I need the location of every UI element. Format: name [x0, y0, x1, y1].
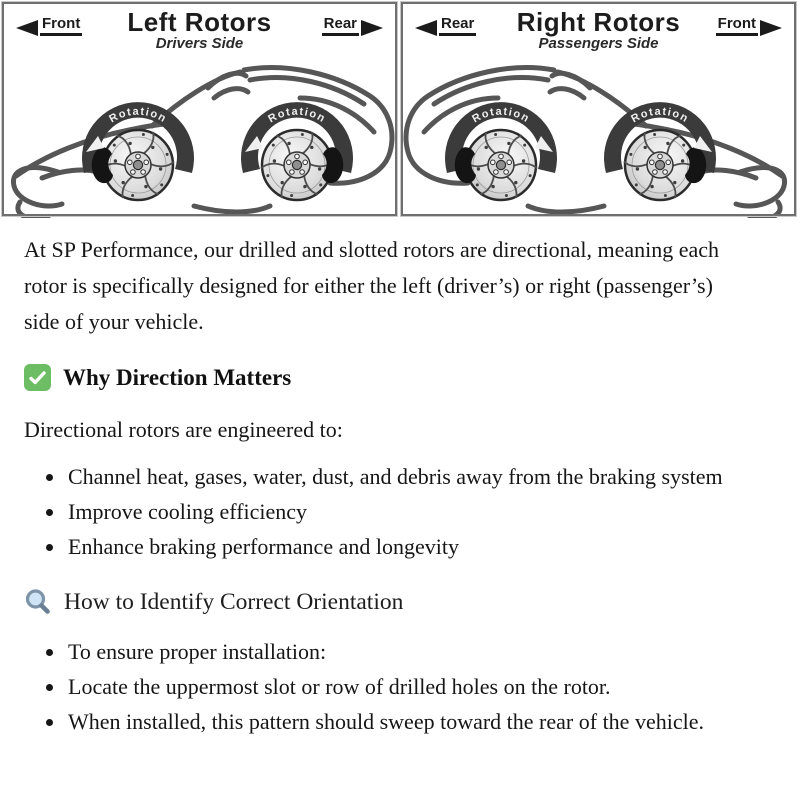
direction-label: Front	[40, 15, 82, 36]
rotation-label: Rotation	[266, 105, 328, 126]
why-direction-matters-heading	[24, 364, 776, 391]
direction-label: Front	[716, 15, 758, 36]
section-heading-text: Why Direction Matters	[63, 364, 292, 390]
check-mark-icon	[24, 364, 51, 391]
panel-title: Left Rotors	[127, 7, 272, 37]
arrow-right-icon	[760, 20, 782, 36]
rotation-label: Rotation	[470, 105, 532, 126]
list-item: • Channel heat, gases, water, dust, and debris away from the braking system	[66, 459, 726, 494]
rotation-label: Rotation	[107, 105, 169, 126]
rotation-label: Rotation	[629, 105, 691, 126]
panel-subtitle: Passengers Side	[538, 35, 659, 52]
left-rotors-panel	[2, 2, 397, 216]
front-direction-indicator	[716, 14, 782, 36]
how-to-identify-heading	[24, 588, 776, 616]
magnifier-icon	[24, 588, 52, 616]
list-item: • To ensure proper installation:	[66, 634, 726, 669]
panel-subtitle: Drivers Side	[155, 35, 244, 52]
list-item: • When installed, this pattern should sweep toward the rear of the vehicle.	[66, 704, 726, 739]
arrow-right-icon	[361, 20, 383, 36]
rotor-direction-diagram	[0, 0, 800, 218]
benefits-list	[24, 459, 726, 564]
direction-label: Rear	[322, 15, 359, 36]
intro-paragraph: At SP Performance, our drilled and slotted rotors are directional, meaning each rotor is specifically designed for either the left (driver’s) or right (passenger’s) side of your vehicle.	[24, 237, 720, 334]
list-item: • Enhance braking performance and longevity	[66, 529, 726, 564]
panel-title: Right Rotors	[516, 7, 681, 37]
list-item: • Improve cooling efficiency	[66, 494, 726, 529]
right-rotors-panel	[401, 2, 796, 216]
engineered-to-lead: Directional rotors are engineered to:	[24, 417, 343, 442]
direction-label: Rear	[439, 15, 476, 36]
list-item: • Locate the uppermost slot or row of drilled holes on the rotor.	[66, 669, 726, 704]
rear-direction-indicator	[322, 14, 383, 36]
identification-steps-list	[24, 634, 726, 739]
section-heading-text: How to Identify Correct Orientation	[64, 588, 404, 615]
rotor-direction-article	[0, 218, 800, 739]
